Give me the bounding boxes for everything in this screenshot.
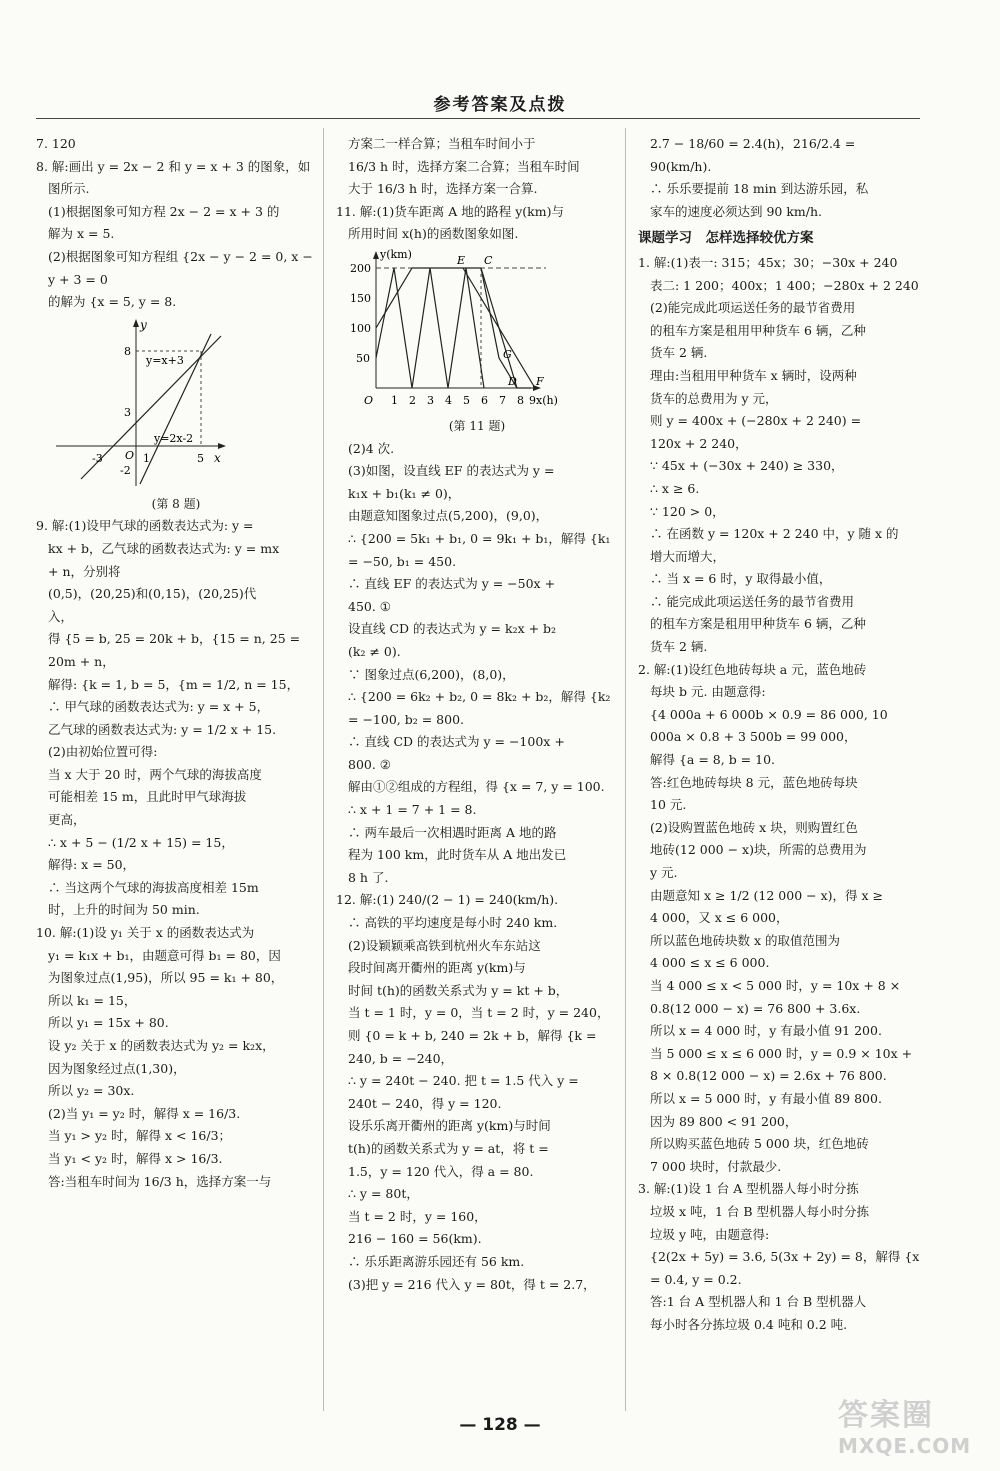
y-axis-arrow bbox=[373, 251, 379, 259]
text-line: 所以购买蓝色地砖 5 000 块，红色地砖 bbox=[650, 1136, 869, 1152]
fig11-origin: O bbox=[364, 393, 374, 407]
text-line: t(h)的函数关系式为 y = at，将 t = bbox=[348, 1140, 549, 1156]
text-line: 10 元. bbox=[650, 797, 687, 813]
fig8-tick-x1: 1 bbox=[143, 451, 150, 465]
text-line: 所以 y₂ = 30x. bbox=[48, 1083, 135, 1099]
fig11-tick-x3: 3 bbox=[427, 393, 434, 407]
text-line: 可能相差 15 m，且此时甲气球海拔 bbox=[48, 789, 247, 805]
text-line: (2)由初始位置可得: bbox=[48, 744, 158, 760]
text-line: ∴ 甲气球的函数表达式为: y = x + 5， bbox=[48, 699, 270, 715]
text-line: 解由①②组成的方程组，得 {x = 7, y = 100. bbox=[348, 779, 605, 795]
text-line: ∴ 乐乐距离游乐园还有 56 km. bbox=[348, 1253, 525, 1269]
text-line: 货车的总费用为 y 元， bbox=[650, 390, 778, 406]
text-line: y 元. bbox=[650, 865, 678, 880]
text-line: 答:当租车时间为 16/3 h，选择方案一与 bbox=[48, 1173, 272, 1189]
text-line: 120x + 2 240， bbox=[650, 435, 748, 451]
watermark-logo bbox=[838, 1390, 978, 1460]
text-line: 800. ② bbox=[348, 756, 392, 772]
fig11-tick-y50: 50 bbox=[356, 351, 370, 365]
text-line: 方案二一样合算；当租车时间小于 bbox=[348, 136, 536, 151]
text-line: 则 {0 = k + b, 240 = 2k + b，解得 {k = 240, b = −240， bbox=[348, 1028, 597, 1066]
text-line: (2)设购置蓝色地砖 x 块，则购置红色 bbox=[650, 819, 858, 835]
text-line: (2)4 次. bbox=[348, 440, 395, 456]
text-line: 所以 x = 4 000 时，y 有最小值 91 200. bbox=[650, 1023, 882, 1039]
text-line: ∴ x + 5 − (1/2 x + 15) = 15， bbox=[48, 834, 234, 850]
fig8-tick-y3: 3 bbox=[124, 405, 131, 419]
text-line: 货车 2 辆. bbox=[650, 345, 708, 361]
header-rule bbox=[36, 118, 920, 119]
text-line: 垃圾 x 吨，1 台 B 型机器人每小时分拣 bbox=[650, 1203, 870, 1219]
fig11-point-C: C bbox=[484, 253, 493, 267]
text-line: 7. 120 bbox=[36, 136, 76, 151]
text-line: 为图象过点(1,95)，所以 95 = k₁ + 80， bbox=[48, 970, 284, 986]
text-line: 所用时间 x(h)的函数图象如图. bbox=[348, 226, 519, 242]
text-line: 货车 2 辆. bbox=[650, 639, 708, 655]
text-line: 0.8(12 000 − x) = 76 800 + 3.6x. bbox=[650, 1000, 861, 1016]
text-line: 当 t = 2 时，y = 160， bbox=[348, 1208, 487, 1224]
fig11-tick-x5: 5 bbox=[463, 393, 470, 407]
text-line: ∴ 乐乐要提前 18 min 到达游乐园，私 bbox=[650, 181, 869, 197]
text-line: + n，分别将 bbox=[48, 563, 121, 579]
text-line: 每小时各分拣垃圾 0.4 吨和 0.2 吨. bbox=[650, 1316, 848, 1332]
text-line: ∴ 当这两个气球的海拔高度相差 15m bbox=[48, 879, 259, 895]
fig11-tick-x8: 8 bbox=[517, 393, 524, 407]
text-line: 更高， bbox=[48, 812, 86, 828]
text-line: 理由:当租用甲种货车 x 辆时，设两种 bbox=[650, 367, 857, 383]
text-line: 11. 解:(1)货车距离 A 地的路程 y(km)与 bbox=[336, 203, 564, 219]
text-line: 段时间离开衢州的距离 y(km)与 bbox=[348, 960, 526, 976]
text-line: 解为 x = 5. bbox=[48, 226, 115, 242]
fig11-tick-y100: 100 bbox=[350, 321, 371, 335]
text-line: 答:1 台 A 型机器人和 1 台 B 型机器人 bbox=[650, 1294, 867, 1310]
text-line: 所以 y₁ = 15x + 80. bbox=[48, 1015, 169, 1031]
watermark-line-2: MXQE.COM bbox=[838, 1434, 972, 1458]
text-line: 程为 100 km，此时货车从 A 地出发已 bbox=[348, 847, 567, 863]
fig8-x-label: x bbox=[214, 450, 221, 465]
text-line: 450. ① bbox=[348, 598, 392, 614]
fig11-tick-y150: 150 bbox=[350, 291, 371, 305]
text-line: 的租车方案是租用甲种货车 6 辆，乙种 bbox=[650, 322, 866, 338]
text-line: 乙气球的函数表达式为: y = 1/2 x + 15. bbox=[48, 721, 277, 737]
watermark-line-1: 答案圈 bbox=[838, 1398, 934, 1433]
column-divider-1 bbox=[323, 128, 324, 1411]
text-line: 8 h 了. bbox=[348, 869, 389, 885]
fig11-tick-x4: 4 bbox=[445, 393, 452, 407]
fig11-tick-x7: 7 bbox=[499, 393, 506, 407]
text-line: 表二: 1 200；400x；1 400；−280x + 2 240 bbox=[650, 277, 919, 293]
fig11-point-F: F bbox=[536, 374, 544, 388]
text-line: kx + b，乙气球的函数表达式为: y = mx bbox=[48, 540, 280, 556]
text-line: 当 t = 1 时，y = 0，当 t = 2 时，y = 240， bbox=[348, 1005, 610, 1021]
figure-8-graph bbox=[36, 316, 306, 491]
text-line: 设乐乐离开衢州的距离 y(km)与时间 bbox=[348, 1118, 551, 1134]
fig8-tick-x5: 5 bbox=[197, 451, 204, 465]
fig11-point-D: D bbox=[508, 374, 517, 388]
text-line: 入， bbox=[48, 608, 74, 624]
figure-8-caption: (第 8 题) bbox=[151, 496, 201, 511]
text-line: 设直线 CD 的表达式为 y = k₂x + b₂ bbox=[348, 621, 557, 637]
text-line: (1)根据图象可知方程 2x − 2 = x + 3 的 bbox=[48, 203, 280, 219]
text-line: ∴ x + 1 = 7 + 1 = 8. bbox=[348, 802, 477, 818]
fig11-tick-x1: 1 bbox=[391, 393, 398, 407]
fig8-line-label-2: y=2x-2 bbox=[154, 431, 194, 445]
text-line: ∴ {200 = 5k₁ + b₁, 0 = 9k₁ + b₁，解得 {k₁ = −50, b₁ = 450. bbox=[348, 530, 611, 569]
text-line: 所以 x = 5 000 时，y 有最小值 89 800. bbox=[650, 1090, 882, 1106]
text-line: 2.7 − 18/60 = 2.4(h)，216/2.4 = 90(km/h). bbox=[650, 136, 856, 174]
page-number: — 128 — bbox=[459, 1415, 541, 1435]
text-line: 得 {5 = b, 25 = 20k + b，{15 = n, 25 = 20m + n， bbox=[48, 631, 301, 669]
text-line: ∴ 高铁的平均速度是每小时 240 km. bbox=[348, 915, 558, 931]
column-2 bbox=[336, 133, 618, 1411]
text-line: 的租车方案是租用甲种货车 6 辆，乙种 bbox=[650, 616, 866, 632]
text-line: ∴ 两车最后一次相遇时距离 A 地的路 bbox=[348, 824, 557, 840]
text-line: 因为 89 800 < 91 200， bbox=[650, 1113, 798, 1129]
fig11-tick-x2: 2 bbox=[409, 393, 416, 407]
text-line: 7 000 块时，付款最少. bbox=[650, 1158, 782, 1174]
column-3 bbox=[638, 133, 920, 1411]
text-line: 4 000 ≤ x ≤ 6 000. bbox=[650, 955, 770, 971]
y-axis-arrow bbox=[133, 319, 139, 327]
text-line: 1.5，y = 120 代入，得 a = 80. bbox=[348, 1163, 534, 1179]
text-line: ∴ 直线 CD 的表达式为 y = −100x + bbox=[348, 734, 565, 750]
fig11-tick-x9: 9 bbox=[529, 393, 536, 407]
fig8-origin: O bbox=[125, 448, 135, 462]
text-line: 由题意知图象过点(5,200)，(9,0)， bbox=[348, 508, 549, 524]
text-line: 3. 解:(1)设 1 台 A 型机器人每小时分拣 bbox=[638, 1181, 859, 1197]
text-line: ∴ 能完成此项运送任务的最节省费用 bbox=[650, 593, 854, 609]
text-line: 当 y₁ > y₂ 时，解得 x < 16/3； bbox=[48, 1128, 232, 1144]
text-line: 所以 k₁ = 15， bbox=[48, 992, 137, 1008]
text-line: ∴ 在函数 y = 120x + 2 240 中，y 随 x 的 bbox=[650, 526, 899, 542]
text-line: 当 x 大于 20 时，两个气球的海拔高度 bbox=[48, 766, 262, 782]
text-line: 图所示. bbox=[48, 181, 90, 197]
text-line: 解得: {k = 1, b = 5，{m = 1/2, n = 15， bbox=[48, 676, 300, 692]
text-line: ∴ 直线 EF 的表达式为 y = −50x + bbox=[348, 576, 556, 592]
text-line: 解得 {a = 8, b = 10. bbox=[650, 752, 776, 768]
text-line: y₁ = k₁x + b₁，由题意可得 b₁ = 80，因 bbox=[48, 947, 281, 963]
text-line: 当 5 000 ≤ x ≤ 6 000 时，y = 0.9 × 10x + bbox=[650, 1045, 913, 1061]
text-line: 的解为 {x = 5, y = 8. bbox=[48, 294, 177, 310]
car-path bbox=[376, 268, 484, 388]
text-line: 答:红色地砖每块 8 元，蓝色地砖每块 bbox=[650, 774, 858, 790]
fig11-point-G: G bbox=[503, 347, 512, 361]
text-line: 4 000，又 x ≤ 6 000， bbox=[650, 910, 789, 926]
text-line: 则 y = 400x + (−280x + 2 240) = bbox=[650, 413, 862, 429]
text-line: {4 000a + 6 000b × 0.9 = 86 000, 10 000a × 0.8 + 3 500b = 99 000， bbox=[650, 706, 888, 745]
text-line: 增大而增大， bbox=[650, 548, 726, 564]
text-line: ∵ 图象过点(6,200)，(8,0)， bbox=[348, 666, 515, 682]
text-line: ∴ y = 240t − 240. 把 t = 1.5 代入 y = bbox=[348, 1073, 579, 1089]
text-line: 所以蓝色地砖块数 x 的取值范围为 bbox=[650, 932, 840, 948]
figure-11-caption: (第 11 题) bbox=[448, 418, 506, 433]
text-line: 当 4 000 ≤ x < 5 000 时，y = 10x + 8 × bbox=[650, 977, 901, 993]
fig8-tick-xneg3: -3 bbox=[92, 451, 103, 465]
fig8-tick-y8: 8 bbox=[124, 344, 131, 358]
figure-11-graph bbox=[336, 248, 606, 413]
text-line: 由题意知 x ≥ 1/2 (12 000 − x)，得 x ≥ bbox=[650, 887, 883, 903]
text-line: 家车的速度必须达到 90 km/h. bbox=[650, 203, 823, 219]
text-line: 240t − 240，得 y = 120. bbox=[348, 1095, 502, 1111]
line-CD bbox=[481, 268, 517, 388]
text-line: ∴ x ≥ 6. bbox=[650, 480, 700, 496]
text-line: 设 y₂ 关于 x 的函数表达式为 y₂ = k₂x， bbox=[48, 1038, 275, 1053]
column-1 bbox=[36, 133, 316, 1411]
text-line: 大于 16/3 h 时，选择方案一合算. bbox=[348, 181, 538, 197]
text-line: (2)根据图象可知方程组 {2x − y − 2 = 0, x − y + 3 = 0 bbox=[48, 248, 313, 287]
text-line: 9. 解:(1)设甲气球的函数表达式为: y = bbox=[36, 518, 254, 534]
fig11-y-label: y(km) bbox=[380, 247, 412, 261]
text-line: 1. 解:(1)表一: 315；45x；30；−30x + 240 bbox=[638, 254, 898, 270]
text-line: ∵ 45x + (−30x + 240) ≥ 330， bbox=[650, 458, 844, 474]
text-line: (3)把 y = 216 代入 y = 80t，得 t = 2.7， bbox=[348, 1276, 596, 1292]
text-line: (0,5)，(20,25)和(0,15)，(20,25)代 bbox=[48, 586, 257, 602]
column-divider-2 bbox=[625, 128, 626, 1411]
text-line: (2)当 y₁ = y₂ 时，解得 x = 16/3. bbox=[48, 1105, 241, 1121]
text-line: 8. 解:画出 y = 2x − 2 和 y = x + 3 的图象，如 bbox=[36, 158, 311, 174]
text-line: 2. 解:(1)设红色地砖每块 a 元，蓝色地砖 bbox=[638, 661, 867, 677]
fig8-y-label: y bbox=[140, 317, 147, 332]
text-line: (3)如图，设直线 EF 的表达式为 y = bbox=[348, 463, 555, 479]
text-line: ∴ {200 = 6k₂ + b₂, 0 = 8k₂ + b₂，解得 {k₂ = −100, b₂ = 800. bbox=[348, 689, 611, 727]
section-title: 课题学习 怎样选择较优方案 bbox=[638, 230, 814, 247]
fig11-tick-y200: 200 bbox=[350, 261, 371, 275]
text-line: 地砖(12 000 − x)块，所需的总费用为 bbox=[650, 842, 867, 858]
text-line: 垃圾 y 吨，由题意得: bbox=[650, 1226, 770, 1242]
text-line: 12. 解:(1) 240/(2 − 1) = 240(km/h). bbox=[336, 892, 559, 908]
text-line: k₁x + b₁(k₁ ≠ 0)， bbox=[348, 485, 461, 501]
text-line: 每块 b 元. 由题意得: bbox=[650, 684, 766, 700]
text-line: ∵ 120 > 0， bbox=[650, 503, 725, 519]
text-line: 10. 解:(1)设 y₁ 关于 x 的函数表达式为 bbox=[36, 925, 255, 941]
text-line: {2(2x + 5y) = 3.6, 5(3x + 2y) = 8，解得 {x = 0.4, y = 0.2. bbox=[650, 1249, 920, 1287]
text-line: 8 × 0.8(12 000 − x) = 2.6x + 76 800. bbox=[650, 1068, 887, 1084]
text-line: (2)设颖颖乘高铁到杭州火车东站这 bbox=[348, 937, 541, 953]
text-line: 时，上升的时间为 50 min. bbox=[48, 902, 200, 918]
fig11-tick-x6: 6 bbox=[481, 393, 488, 407]
fig11-x-label: x(h) bbox=[536, 393, 558, 407]
fig8-tick-yneg2: -2 bbox=[120, 463, 131, 477]
text-line: (2)能完成此项运送任务的最节省费用 bbox=[650, 300, 856, 316]
text-line: 216 − 160 = 56(km). bbox=[348, 1231, 482, 1247]
text-line: 当 y₁ < y₂ 时，解得 x > 16/3. bbox=[48, 1150, 223, 1166]
text-line: 16/3 h 时，选择方案二合算；当租车时间 bbox=[348, 158, 580, 174]
fig11-point-E: E bbox=[457, 253, 466, 267]
text-line: 时间 t(h)的函数关系式为 y = kt + b， bbox=[348, 982, 569, 998]
text-line: ∴ 当 x = 6 时，y 取得最小值， bbox=[650, 571, 832, 587]
fig8-line-label-1: y=x+3 bbox=[146, 353, 184, 367]
text-line: (k₂ ≠ 0). bbox=[348, 643, 401, 659]
page-header-title: 参考答案及点拨 bbox=[433, 95, 567, 115]
truck-path bbox=[376, 268, 531, 388]
x-axis-arrow bbox=[218, 443, 226, 449]
text-line: ∴ y = 80t， bbox=[348, 1186, 419, 1202]
text-line: 解得: x = 50， bbox=[48, 857, 136, 873]
text-line: 因为图象经过点(1,30)， bbox=[48, 1060, 186, 1076]
